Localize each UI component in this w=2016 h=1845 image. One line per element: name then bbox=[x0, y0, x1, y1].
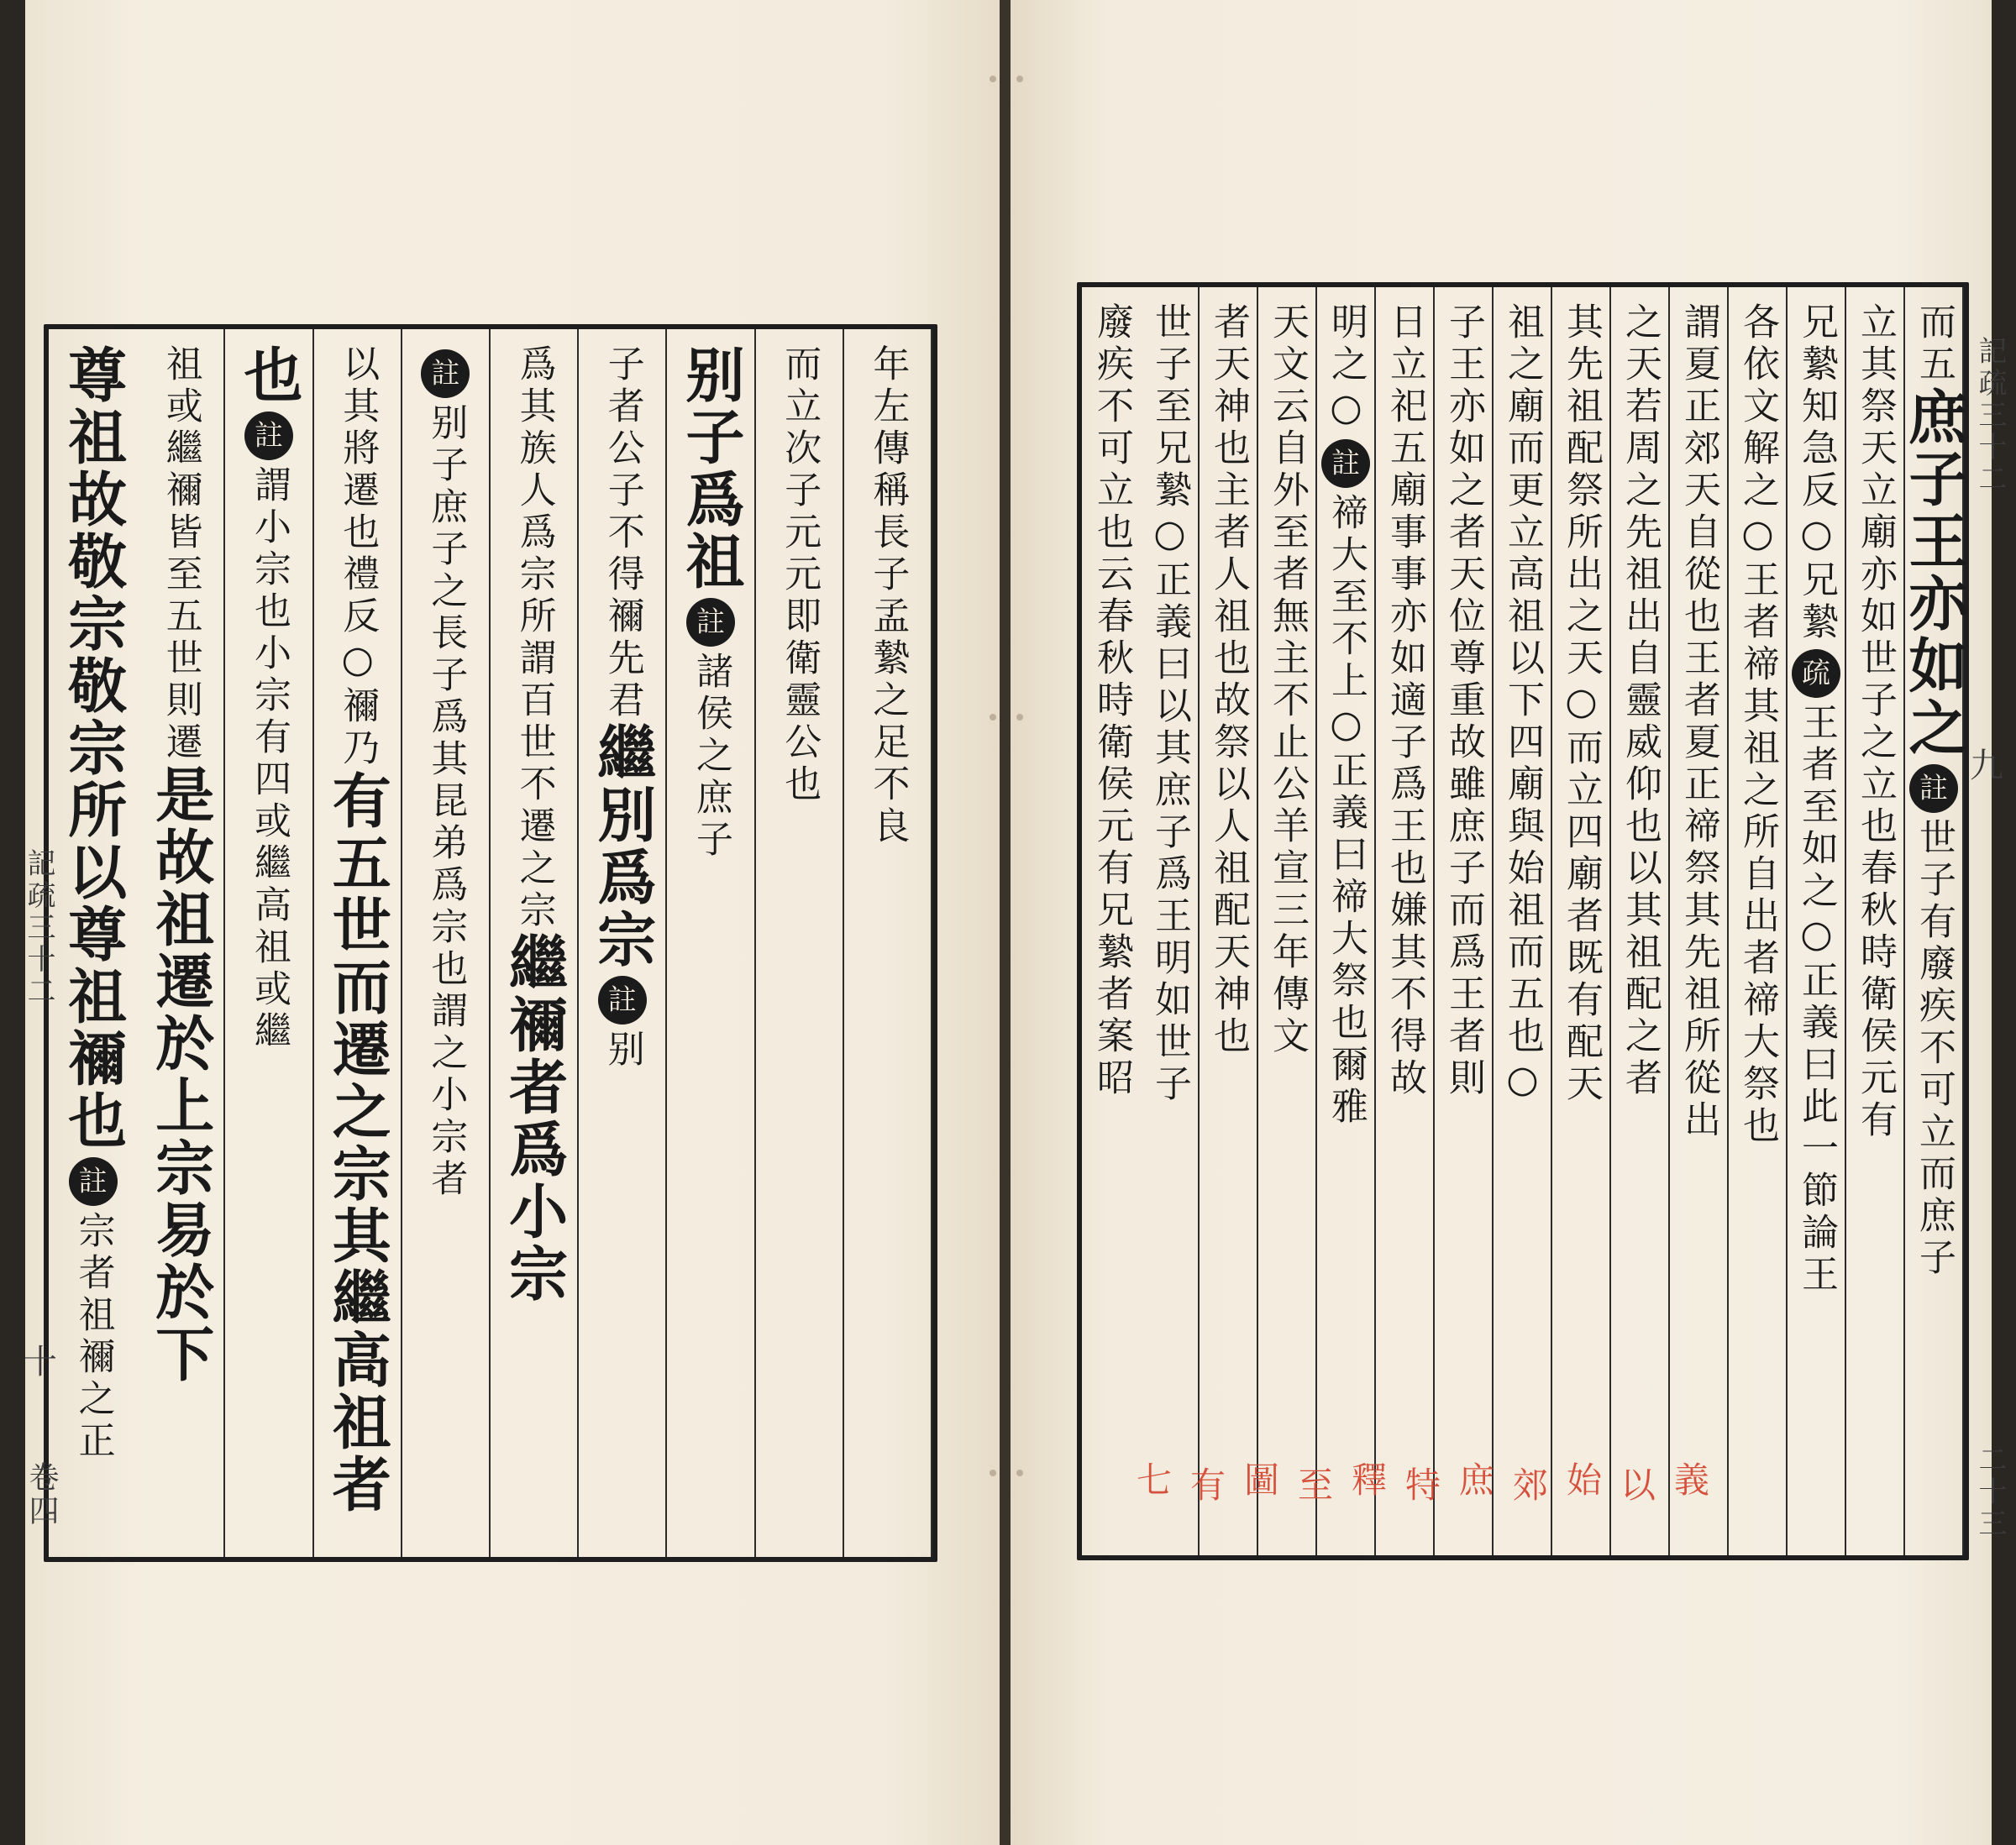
annotation-marker-icon: 註 bbox=[686, 598, 735, 647]
commentary-text: 别 bbox=[601, 1030, 644, 1072]
left-column bbox=[314, 329, 402, 1557]
main-text: 有五世而遷之宗其繼高祖者 bbox=[323, 770, 393, 1516]
right-column bbox=[1317, 287, 1376, 1555]
left-page-number: 卷四 bbox=[24, 1461, 59, 1528]
commentary-text: 者天神也主者人祖也故祭以人祖配天神也 bbox=[1207, 302, 1250, 1058]
red-annotation: 以 bbox=[1615, 1466, 1656, 1506]
main-text: 是故祖遷於上宗易於下 bbox=[145, 764, 216, 1386]
red-annotation: 至 bbox=[1293, 1466, 1334, 1506]
right-text-frame bbox=[1077, 282, 1969, 1560]
commentary-text: 諸侯之庶子 bbox=[689, 652, 732, 862]
right-column bbox=[1846, 287, 1905, 1555]
main-text: 也 bbox=[234, 344, 304, 406]
commentary-text: 宗者祖禰之正 bbox=[71, 1211, 115, 1463]
right-corner-label: 二十三 bbox=[1973, 1444, 2007, 1540]
left-column bbox=[667, 329, 755, 1557]
left-column bbox=[49, 329, 137, 1557]
stitch-hole bbox=[1016, 714, 1023, 721]
commentary-text: 爲其族人爲宗所謂百世不遷之宗 bbox=[512, 344, 556, 932]
commentary-text: 天文云自外至者無主不止公羊宣三年傳文 bbox=[1266, 302, 1309, 1058]
commentary-text: 廢疾不可立也云春秋時衛侯元有兄縶者案昭 bbox=[1090, 302, 1133, 1100]
right-column bbox=[1258, 287, 1317, 1555]
commentary-text: 禘大至不上○正義曰禘大祭也爾雅 bbox=[1325, 493, 1368, 1129]
left-column bbox=[844, 329, 932, 1557]
left-column bbox=[491, 329, 579, 1557]
commentary-text: 謂小宗也小宗有四或繼高祖或繼 bbox=[247, 465, 291, 1053]
left-column bbox=[225, 329, 313, 1557]
right-column bbox=[1611, 287, 1670, 1555]
red-annotation: 庶 bbox=[1454, 1461, 1495, 1501]
book-gutter bbox=[1000, 0, 1011, 1845]
right-column bbox=[1670, 287, 1729, 1555]
commentary-text: 之天若周之先祖出自靈威仰也以其祖配之者 bbox=[1619, 302, 1662, 1100]
commentary-text: 兄縶知急反○兄縶 bbox=[1795, 302, 1838, 644]
left-column bbox=[402, 329, 491, 1557]
right-column bbox=[1729, 287, 1788, 1555]
main-text: 庶子王亦如之 bbox=[1899, 386, 1969, 759]
main-text: 繼禰者爲小宗 bbox=[499, 932, 570, 1305]
annotation-marker-icon: 註 bbox=[1321, 439, 1370, 488]
red-annotation: 釋 bbox=[1347, 1461, 1388, 1501]
main-text: 别子爲祖 bbox=[675, 344, 746, 593]
right-column bbox=[1200, 287, 1258, 1555]
commentary-text: 世子至兄縶○正義曰以其庶子爲王明如世子 bbox=[1148, 302, 1191, 1106]
stitch-hole bbox=[1016, 76, 1023, 82]
red-annotation: 圖 bbox=[1239, 1461, 1280, 1501]
left-page-marker: 十 bbox=[24, 1343, 57, 1381]
right-page-marker: 九 bbox=[1970, 747, 2003, 785]
commentary-text: 子王亦如之者天位尊重故雖庶子而爲王者則 bbox=[1442, 302, 1485, 1100]
red-annotation: 七 bbox=[1131, 1461, 1173, 1501]
commentary-text: 年左傳稱長子孟縶之足不良 bbox=[866, 344, 910, 848]
annotation-marker-icon: 註 bbox=[69, 1157, 118, 1206]
right-column bbox=[1376, 287, 1435, 1555]
annotation-marker-icon: 註 bbox=[1909, 764, 1958, 813]
commentary-text: 其先祖配祭所出之天○而立四廟者既有配天 bbox=[1560, 302, 1603, 1106]
annotation-marker-icon: 註 bbox=[598, 976, 647, 1025]
annotation-marker-icon: 疏 bbox=[1792, 649, 1840, 698]
commentary-text: 祖或繼禰皆至五世則遷 bbox=[159, 344, 202, 764]
commentary-text: 王者至如之○正義曰此一節論王 bbox=[1795, 703, 1838, 1297]
right-column bbox=[1899, 287, 1969, 1555]
stitch-hole bbox=[1016, 1470, 1023, 1476]
commentary-text: 而立次子元元即衛靈公也 bbox=[778, 344, 822, 806]
right-column bbox=[1494, 287, 1552, 1555]
red-annotation: 始 bbox=[1562, 1461, 1603, 1501]
right-column bbox=[1435, 287, 1494, 1555]
stitch-hole bbox=[990, 76, 996, 82]
right-column bbox=[1552, 287, 1611, 1555]
commentary-text: 以其將遷也禮反○禰乃 bbox=[336, 344, 380, 770]
left-column bbox=[137, 329, 225, 1557]
red-annotation: 有 bbox=[1185, 1466, 1226, 1506]
annotation-marker-icon: 註 bbox=[421, 349, 470, 398]
right-column bbox=[1082, 287, 1141, 1555]
left-column bbox=[756, 329, 844, 1557]
right-column bbox=[1788, 287, 1846, 1555]
red-annotation: 郊 bbox=[1508, 1466, 1549, 1506]
commentary-text: 明之○ bbox=[1325, 302, 1368, 434]
left-text-frame bbox=[44, 324, 937, 1562]
commentary-text: 各依文解之○王者禘其祖之所自出者禘大祭也 bbox=[1736, 302, 1779, 1148]
commentary-text: 謂夏正郊天自從也王者夏正禘祭其先祖所從出 bbox=[1677, 302, 1720, 1142]
main-text: 繼別爲宗 bbox=[587, 722, 658, 971]
commentary-text: 而五 bbox=[1913, 302, 1956, 386]
annotation-marker-icon: 註 bbox=[244, 411, 293, 460]
commentary-text: 立其祭天立廟亦如世子之立也春秋時衛侯元有 bbox=[1854, 302, 1897, 1142]
left-column bbox=[579, 329, 667, 1557]
commentary-text: 祖之廟而更立高祖以下四廟與始祖而五也○ bbox=[1501, 302, 1544, 1106]
main-text: 尊祖故敬宗敬宗所以尊祖禰也 bbox=[58, 344, 129, 1152]
stitch-hole bbox=[990, 714, 996, 721]
left-fold-label: 記疏三十二 bbox=[22, 848, 55, 1008]
red-annotation: 特 bbox=[1400, 1466, 1441, 1506]
commentary-text: 世子有廢疾不可立而庶子 bbox=[1913, 818, 1956, 1280]
commentary-text: 日立祀五廟事事亦如適子爲王也嫌其不得故 bbox=[1383, 302, 1426, 1100]
right-column bbox=[1141, 287, 1200, 1555]
commentary-text: 别子庶子之長子爲其昆弟爲宗也謂之小宗者 bbox=[424, 403, 468, 1201]
commentary-text: 子者公子不得禰先君 bbox=[601, 344, 644, 722]
right-fold-label: 記疏三十二 bbox=[1973, 336, 2007, 495]
stitch-hole bbox=[990, 1470, 996, 1476]
red-annotation: 義 bbox=[1669, 1461, 1710, 1501]
